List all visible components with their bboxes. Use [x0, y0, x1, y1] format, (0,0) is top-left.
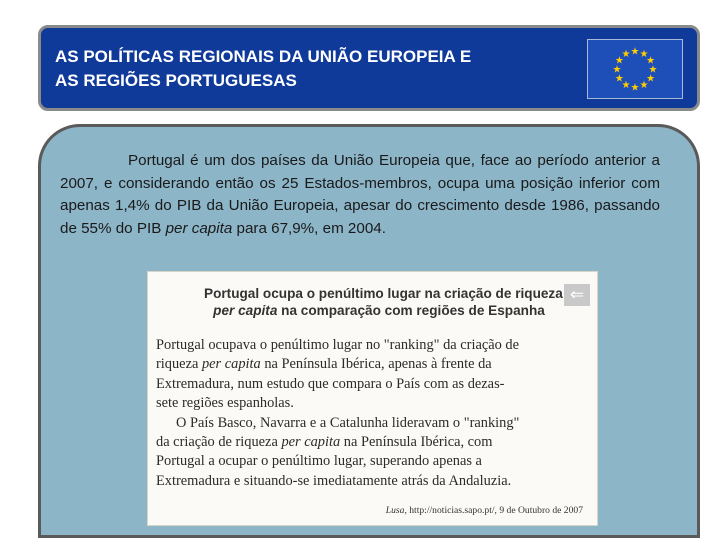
clipping-headline-italic: per capita	[213, 303, 278, 318]
newspaper-clipping	[147, 271, 598, 526]
star-icon: ★	[646, 55, 656, 67]
clipping-line: riqueza per capita na Península Ibérica, apenas à frente da	[156, 356, 492, 373]
star-icon: ★	[639, 48, 649, 60]
clipping-line: Extremadura, num estudo que compara o País com as dezas-	[156, 375, 505, 392]
clipping-headline	[204, 285, 563, 319]
eu-flag-icon	[587, 39, 683, 99]
clipping-line: Portugal ocupava o penúltimo lugar no "ranking" da criação de	[156, 337, 520, 353]
clipping-line: sete regiões espanholas.	[156, 395, 294, 412]
clipping-headline-line-1: Portugal ocupa o penúltimo lugar na criação de riqueza	[204, 286, 563, 301]
intro-text-end: para 67,9%, em 2004.	[236, 219, 386, 237]
star-icon: ★	[614, 73, 624, 85]
clipping-source: Lusa, http://noticias.sapo.pt/, 9 de Outubro de 2007	[385, 505, 583, 516]
slide-title	[55, 45, 471, 93]
star-icon: ★	[630, 82, 640, 94]
clipping-headline-rest: na comparação com regiões de Espanha	[281, 303, 545, 318]
clipping-headline-line-2	[204, 302, 554, 319]
clipping-line: Extremadura e situando-se imediatamente atrás da Andaluzia.	[156, 472, 512, 489]
clipping-line: da criação de riqueza per capita na Península Ibérica, com	[156, 434, 493, 451]
star-icon: ★	[614, 55, 624, 67]
slide-title-line-1: AS POLÍTICAS REGIONAIS DA UNIÃO EUROPEIA E	[55, 47, 472, 66]
star-icon: ★	[648, 64, 658, 76]
clipping-body	[156, 336, 594, 491]
star-icon: ★	[646, 73, 656, 85]
star-icon: ★	[630, 46, 640, 58]
clipping-line: Portugal a ocupar o penúltimo lugar, superando apenas a	[156, 453, 482, 470]
star-icon: ★	[639, 80, 649, 92]
intro-text: Portugal é um dos países da União Europeia que, face ao período anterior a 2007, e considerando então os 25 Estados-membros, ocupa uma posição inferior com apenas 1,4% do PIB da União Europeia, apesar do crescimento desde 1986, passando de 55% do PIB	[60, 152, 660, 237]
star-icon: ★	[621, 80, 631, 92]
intro-italic: per capita	[165, 219, 233, 237]
slide-header	[38, 25, 700, 111]
arrow-left-icon[interactable]: ⇐	[564, 284, 590, 306]
intro-paragraph	[60, 150, 660, 240]
star-icon: ★	[621, 48, 631, 60]
star-icon: ★	[612, 64, 622, 76]
slide-title-line-2: AS REGIÕES PORTUGUESAS	[55, 71, 297, 90]
clipping-line: O País Basco, Navarra e a Catalunha lideravam o "ranking"	[176, 414, 520, 431]
